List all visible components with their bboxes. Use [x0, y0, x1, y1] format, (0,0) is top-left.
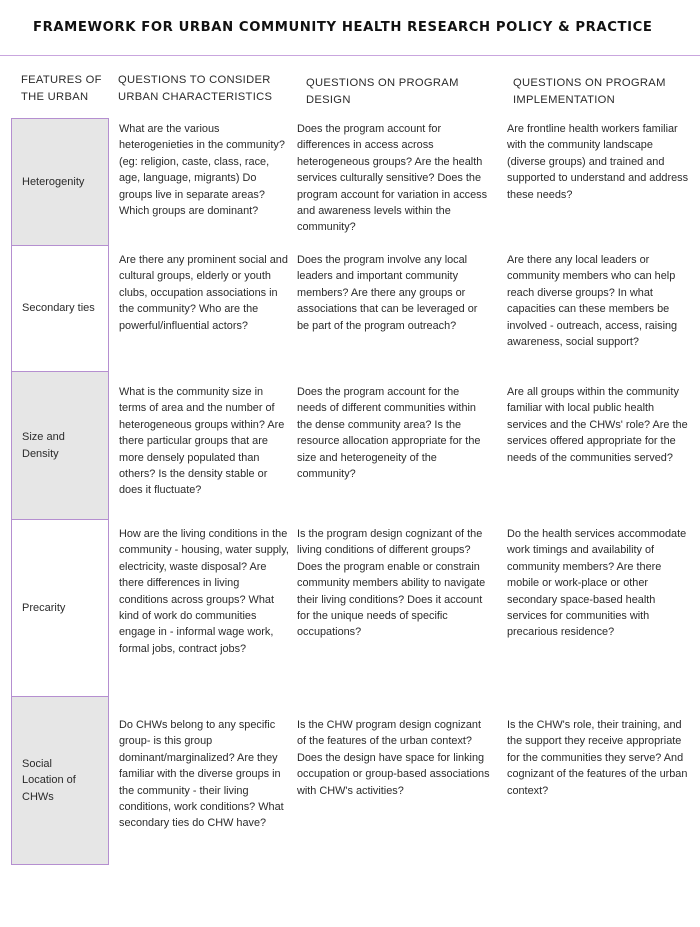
design-question-secondary-ties: Does the program involve any local leaders and important community members? Are there any groups or associations that can be leveraged or be part of the program outreach? [297, 254, 478, 332]
implementation-question-precarity: Do the health services accommodate work timings and availability of community members? Are there mobile or work-place or other secondary space-based health services for communities with precarious residence? [507, 528, 687, 639]
header-urban-characteristics: QUESTIONS TO CONSIDER URBAN CHARACTERISTICS [118, 74, 273, 103]
design-question-social-location: Is the CHW program design cognizant of the features of the urban context? Does the design have space for linking occupation or group-based associations with CHW's activities? [297, 719, 490, 797]
feature-label: Size and Density [22, 431, 65, 460]
feature-column [11, 118, 109, 865]
implementation-question-size-density: Are all groups within the community familiar with local public health services and the CHWs' role? Are the services offered appropriate for the needs of the communities served? [507, 386, 688, 464]
design-question-size-density: Does the program account for the needs of different communities within the dense community area? Is the resource allocation appropriate for the size and heterogeneity of the community? [297, 386, 481, 481]
design-question-precarity: Is the program design cognizant of the living conditions of different groups? Does the program enable or constrain community members ability to navigate their living conditions? Does it account for the unique needs of specific occupations? [297, 528, 486, 639]
page-title: FRAMEWORK FOR URBAN COMMUNITY HEALTH RESEARCH POLICY & PRACTICE [33, 20, 653, 35]
urban-question-size-density: What is the community size in terms of area and the number of heterogeneous groups within? Are there particular groups that are more densely populated than others? Is the density stable or does it fluctuate? [119, 386, 285, 497]
feature-cell-heterogenity [12, 119, 108, 245]
implementation-question-social-location: Is the CHW's role, their training, and the support they receive appropriate for the communities they serve? And cognizant of the features of the urban context? [507, 719, 688, 797]
feature-cell-precarity [12, 519, 108, 696]
feature-cell-size-density [12, 371, 108, 519]
feature-label: Secondary ties [22, 302, 95, 315]
title-divider [0, 55, 700, 56]
header-program-design: QUESTIONS ON PROGRAM DESIGN [306, 77, 459, 106]
urban-question-social-location: Do CHWs belong to any specific group- is this group dominant/marginalized? Are they familiar with the diverse groups in the community - their living conditions, work conditions? What secondary ties do CHW have? [119, 719, 284, 830]
header-features: FEATURES OF THE URBAN [21, 74, 102, 103]
implementation-question-secondary-ties: Are there any local leaders or community members who can help reach diverse groups? In what capacities can these members be involved - outreach, access, raising awareness, social support? [507, 254, 678, 349]
implementation-question-heterogenity: Are frontline health workers familiar with the community landscape (diverse groups) and trained and supported to understand and address these needs? [507, 123, 689, 201]
urban-question-heterogenity: What are the various heterogenieties in the community? (eg: religion, caste, class, race, age, language, migrants) Do groups live in separate areas? Which groups are dominant? [119, 123, 285, 218]
feature-cell-social-location [12, 696, 108, 864]
feature-cell-secondary-ties [12, 245, 108, 371]
feature-label: Precarity [22, 601, 66, 614]
urban-question-secondary-ties: Are there any prominent social and cultural groups, elderly or youth clubs, occupation associations in the community? Who are the powerful/influential actors? [119, 254, 288, 332]
header-program-implementation: QUESTIONS ON PROGRAM IMPLEMENTATION [513, 77, 666, 106]
design-question-heterogenity: Does the program account for differences in access across heterogeneous groups? Are the health services culturally sensitive? Does the program account for variation in access and awareness levels within the community? [297, 123, 488, 234]
feature-label: Heterogenity [22, 175, 85, 188]
feature-label: Social Location of CHWs [22, 757, 76, 803]
urban-question-precarity: How are the living conditions in the community - housing, water supply, electricity, waste disposal? Are there differences in living conditions across groups? What kind of work do communities engage in - informal wage work, formal jobs, contract jobs? [119, 528, 289, 655]
